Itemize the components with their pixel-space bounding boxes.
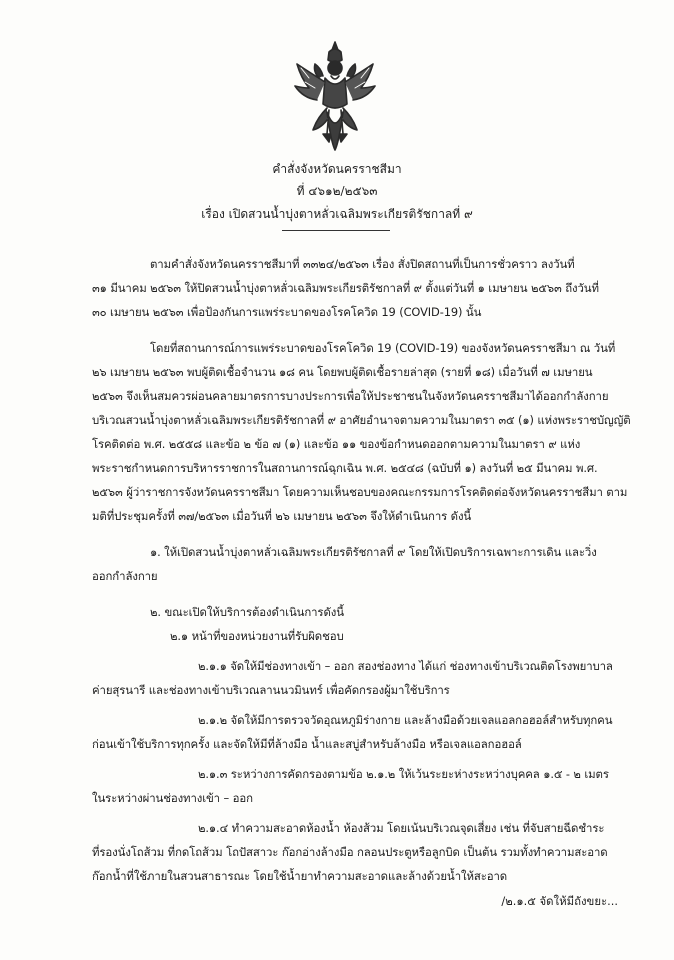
paragraph-2-line: ๒๖ เมษายน ๒๕๖๓ พบผู้ติดเชื้อจำนวน ๑๘ คน โดยพบผู้ติดเชื้อรายล่าสุด (รายที่ ๑๘) เมื่อวันที่ ๗ เมษายน	[92, 365, 593, 379]
item-2-1-1-line: ค่ายสุรนารี และช่องทางเข้าบริเวณลานนวมินทร์ เพื่อคัดกรองผู้มาใช้บริการ	[92, 683, 450, 697]
item-1-line: ๑. ให้เปิดสวนน้ำบุ่งตาหลั่วเฉลิมพระเกียรติรัชกาลที่ ๙ โดยให้เปิดบริการเฉพาะการเดิน และวิ่ง	[150, 545, 597, 559]
item-2-1-4-line: ก๊อกน้ำที่ใช้ภายในสวนสาธารณะ โดยใช้น้ำยาทำความสะอาดและล้างด้วยน้ำให้สะอาด	[92, 869, 508, 883]
order-number: ที่ ๔๖๑๒/๒๕๖๓	[296, 184, 378, 198]
item-2-1-3-line: ๒.๑.๓ ระหว่างการคัดกรองตามข้อ ๒.๑.๒ ให้เว้นระยะห่างระหว่างบุคคล ๑.๕ - ๒ เมตร	[198, 767, 609, 781]
paragraph-2-line: โดยที่สถานการณ์การแพร่ระบาดของโรคโควิด 19 (COVID-19) ของจังหวัดนครราชสีมา ณ วันที่	[150, 341, 616, 355]
paragraph-1-line: ตามคำสั่งจังหวัดนครราชสีมาที่ ๓๓๒๔/๒๕๖๓ เรื่อง สั่งปิดสถานที่เป็นการชั่วคราว ลงวันที่	[150, 257, 575, 271]
item-2-1-2-line: ๒.๑.๒ จัดให้มีการตรวจวัดอุณหภูมิร่างกาย และล้างมือด้วยเจลแอลกอฮอล์สำหรับทุกคน	[198, 713, 613, 727]
paragraph-2-line: ๒๕๖๓ ผู้ว่าราชการจังหวัดนครราชสีมา โดยความเห็นชอบของคณะกรรมการโรคติดต่อจังหวัดนครราชสีมา ตาม	[92, 485, 628, 499]
order-subject: เรื่อง เปิดสวนน้ำบุ่งตาหลั่วเฉลิมพระเกียรติรัชกาลที่ ๙	[201, 207, 473, 221]
paragraph-1-line: ๓๐ เมษายน ๒๕๖๓ เพื่อป้องกันการแพร่ระบาดของโรคโควิด 19 (COVID-19) นั้น	[92, 305, 482, 319]
item-1-line: ออกกำลังกาย	[92, 569, 158, 583]
item-2-heading: ๒. ขณะเปิดให้บริการต้องดำเนินการดังนี้	[150, 605, 344, 619]
paragraph-2-line: ๒๕๖๓ จึงเห็นสมควรผ่อนคลายมาตรการบางประการเพื่อให้ประชาชนในจังหวัดนครราชสีมาได้ออกกำลังกาย	[92, 389, 609, 403]
garuda-emblem-icon	[287, 38, 383, 156]
header-divider	[282, 230, 390, 231]
item-2-1-2-line: ก่อนเข้าใช้บริการทุกครั้ง และจัดให้มีที่ล้างมือ น้ำและสบู่สำหรับล้างมือ หรือเจลแอลกอฮอล์	[92, 737, 522, 751]
item-2-1-heading: ๒.๑ หน้าที่ของหน่วยงานที่รับผิดชอบ	[170, 629, 344, 643]
item-2-1-4-line: ที่รองนั่งโถส้วม ที่กดโถส้วม โถปัสสาวะ ก๊อกอ่างล้างมือ กลอนประตูหรือลูกบิด เป็นต้น รวมทั้งทำความสะอาด	[92, 845, 608, 859]
paragraph-2-line: พระราชกำหนดการบริหารราชการในสถานการณ์ฉุกเฉิน พ.ศ. ๒๕๔๘ (ฉบับที่ ๑) ลงวันที่ ๒๕ มีนาคม พ.ศ.	[92, 461, 598, 475]
item-2-1-1-line: ๒.๑.๑ จัดให้มีช่องทางเข้า – ออก สองช่องทาง ได้แก่ ช่องทางเข้าบริเวณติดโรงพยาบาล	[198, 659, 613, 673]
paragraph-2-line: มติที่ประชุมครั้งที่ ๓๗/๒๕๖๓ เมื่อวันที่ ๒๖ เมษายน ๒๕๖๓ จึงให้ดำเนินการ ดังนี้	[92, 509, 472, 523]
paragraph-2-line: บริเวณสวนน้ำบุ่งตาหลั่วเฉลิมพระเกียรติรัชกาลที่ ๙ อาศัยอำนาจตามความในมาตรา ๓๕ (๑) แห่งพระราชบัญญัติ	[92, 413, 631, 427]
continuation-note: /๒.๑.๕ จัดให้มีถังขยะ...	[501, 894, 618, 908]
order-title: คำสั่งจังหวัดนครราชสีมา	[272, 162, 402, 176]
paragraph-2-line: โรคติดต่อ พ.ศ. ๒๕๕๘ และข้อ ๒ ข้อ ๗ (๑) และข้อ ๑๑ ของข้อกำหนดออกตามความในมาตรา ๙ แห่ง	[92, 437, 581, 451]
paragraph-1-line: ๓๑ มีนาคม ๒๕๖๓ ให้ปิดสวนน้ำบุ่งตาหลั่วเฉลิมพระเกียรติรัชกาลที่ ๙ ตั้งแต่วันที่ ๑ เมษายน ๒๕๖๓ ถึงวันที่	[92, 281, 599, 295]
item-2-1-3-line: ในระหว่างผ่านช่องทางเข้า – ออก	[92, 791, 253, 805]
item-2-1-4-line: ๒.๑.๔ ทำความสะอาดห้องน้ำ ห้องส้วม โดยเน้นบริเวณจุดเสี่ยง เช่น ที่จับสายฉีดชำระ	[198, 821, 605, 835]
